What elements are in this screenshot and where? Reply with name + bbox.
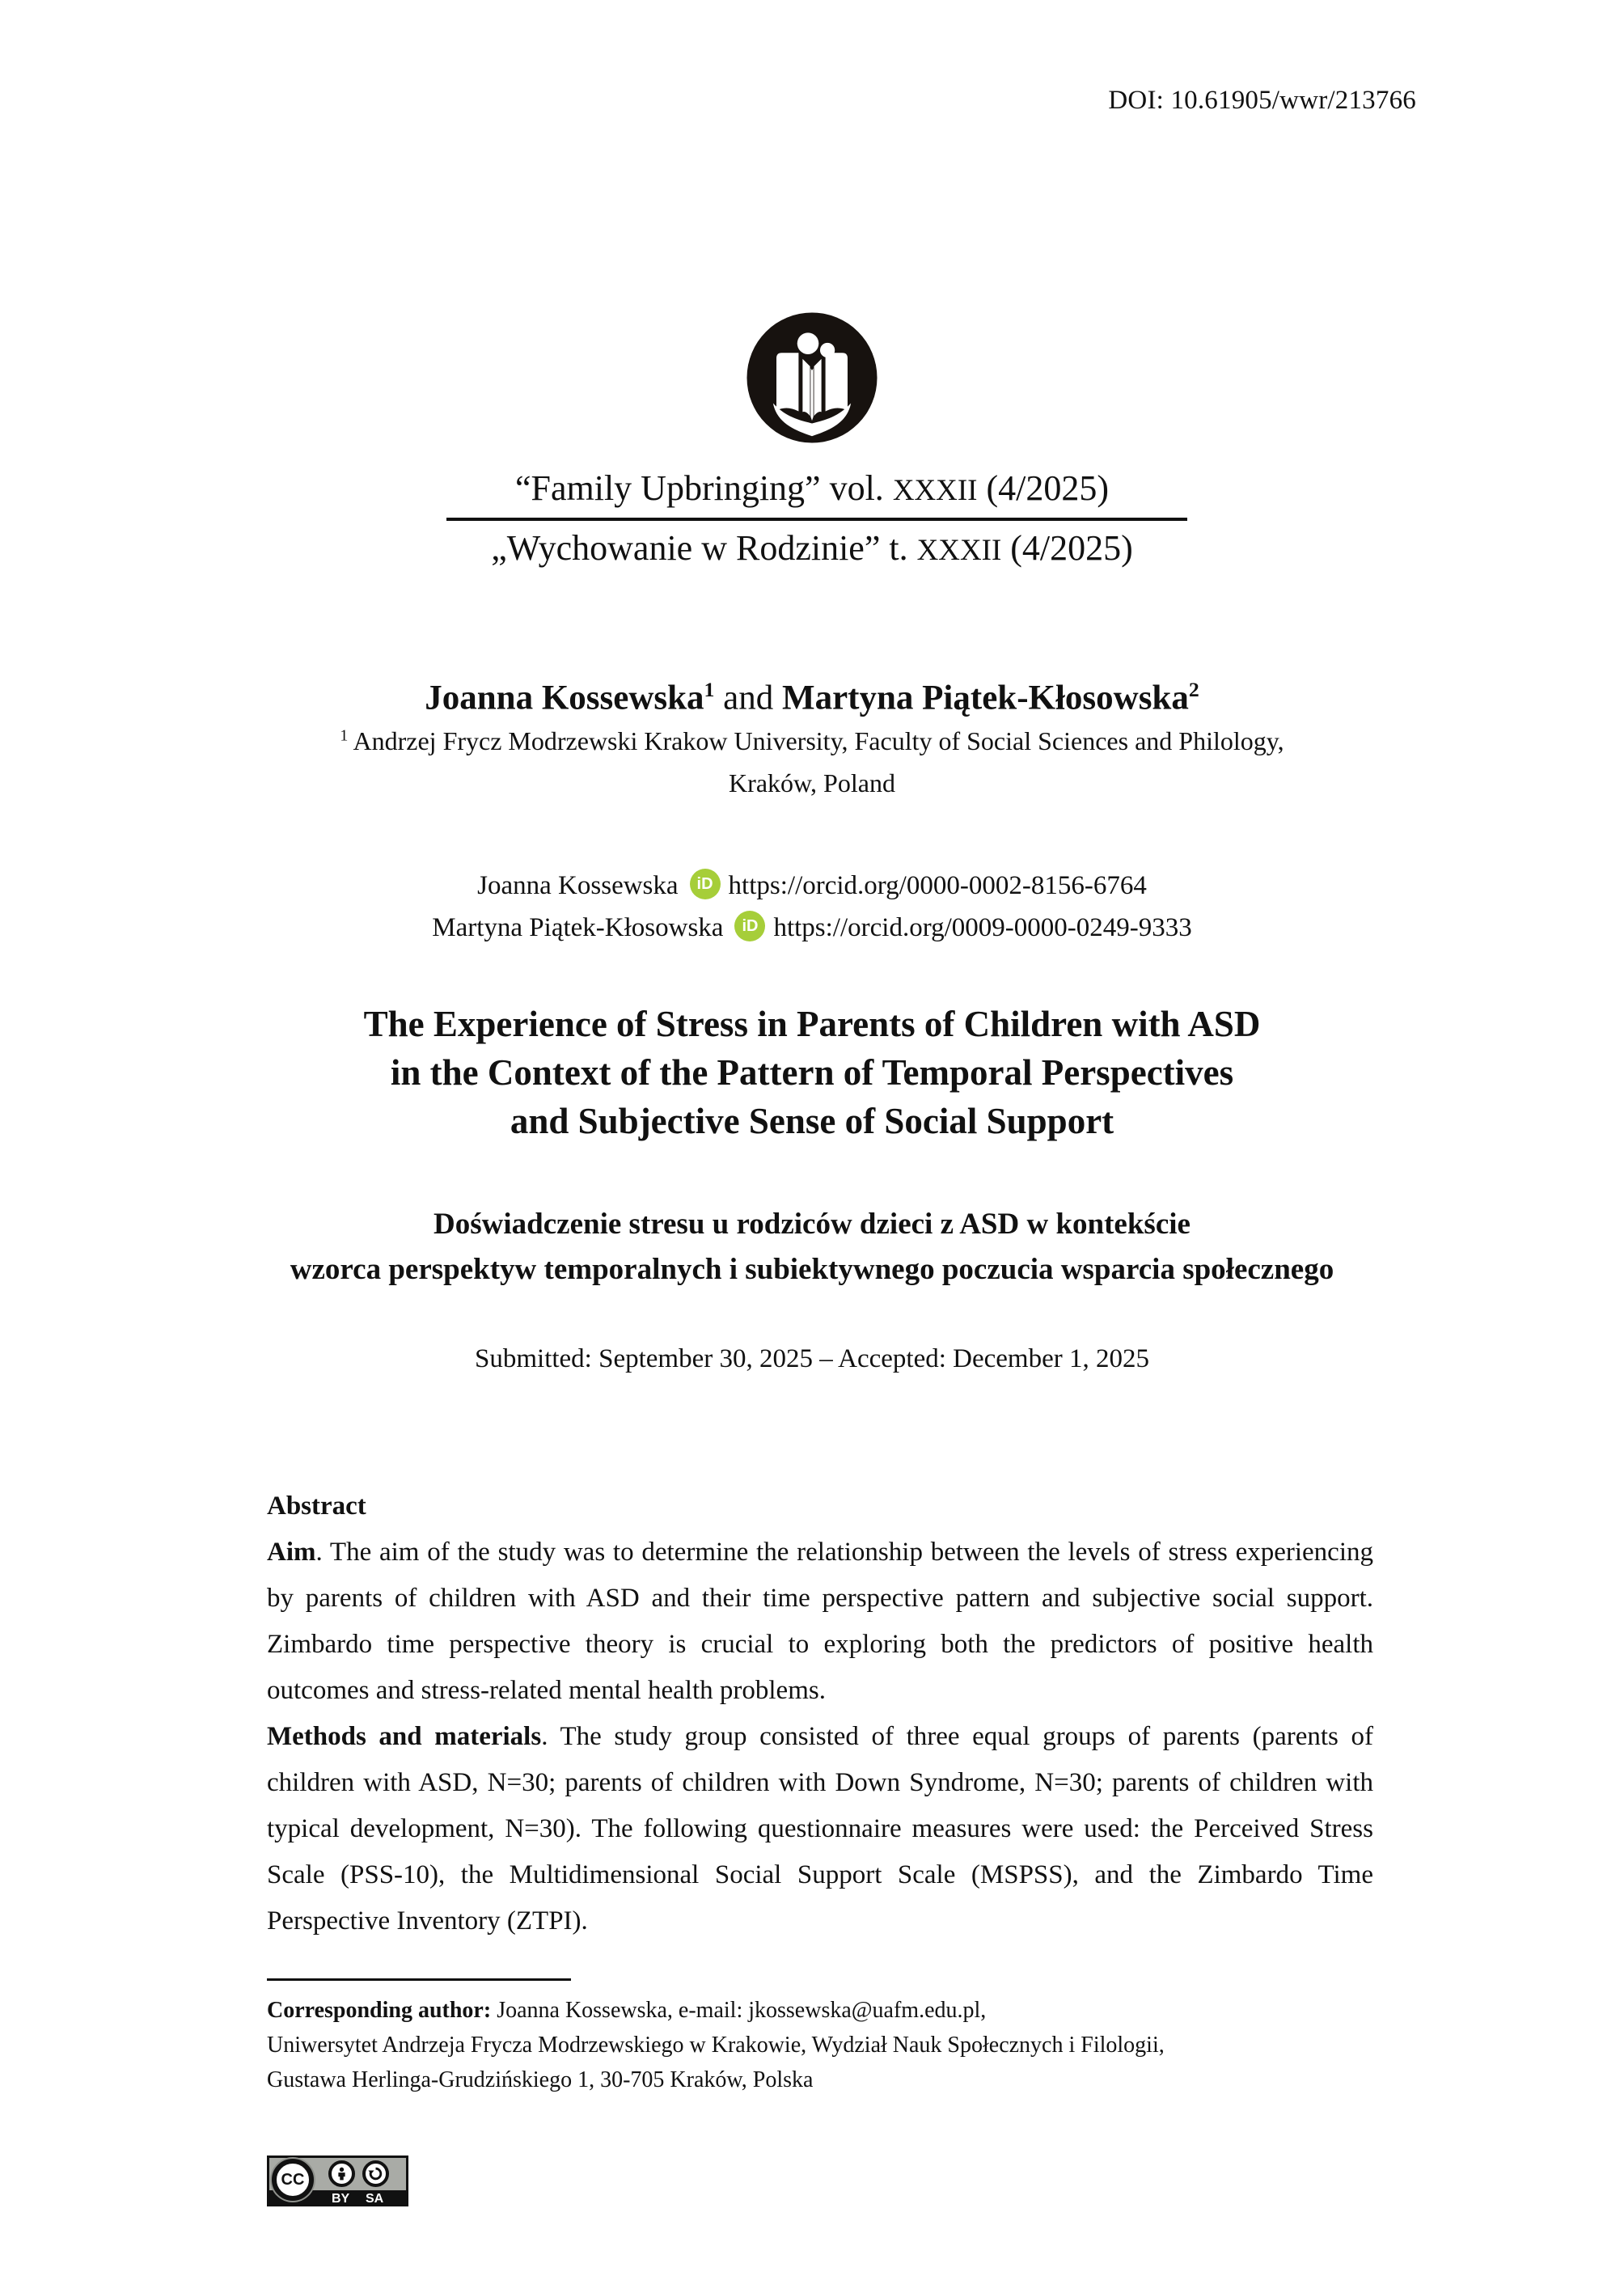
footnote-line-1: Corresponding author: Joanna Kossewska, e-mail: jkossewska@uafm.edu.pl, xyxy=(267,1998,987,2023)
cc-sa-sharealike-icon xyxy=(362,2160,389,2187)
family-book-logo-icon xyxy=(745,311,879,445)
article-title-pl-line: Doświadczenie stresu u rodziców dzieci z ASD w kontekście xyxy=(433,1208,1191,1241)
author-1-affiliation-mark: 1 xyxy=(704,678,715,701)
affiliation-mark: 1 xyxy=(340,726,349,745)
article-title-en-line: The Experience of Stress in Parents of Children with ASD xyxy=(363,1004,1261,1044)
orcid-line-author-2 xyxy=(0,911,1624,943)
volume-roman-numeral: XXXII xyxy=(916,533,1002,566)
article-title-pl xyxy=(0,1202,1624,1292)
journal-title-pl: „Wychowanie w Rodzinie” t. XXXII (4/2025) xyxy=(491,528,1133,568)
author-2-name: Martyna Piątek-Kłosowska xyxy=(782,679,1189,717)
abstract-aim-paragraph: Aim. The aim of the study was to determine the relationship between the levels of stress experiencing by parents of children with ASD and their time perspective pattern and subjective social support. Zimbardo time perspective theory is crucial to exploring both the predictors of positive health outcomes and stress-related mental health problems. xyxy=(267,1538,1373,1705)
orcid-url[interactable]: https://orcid.org/0000-0002-8156-6764 xyxy=(728,871,1147,900)
orcid-url[interactable]: https://orcid.org/0009-0000-0249-9333 xyxy=(773,913,1192,942)
orcid-author-name: Joanna Kossewska xyxy=(477,871,679,900)
abstract-methods-paragraph: Methods and materials. The study group consisted of three equal groups of parents (parents of children with ASD, N=30; parents of children with Down Syndrome, N=30; parents of children with typical development, N=30). The following questionnaire measures were used: the Perceived Stress Scale (PSS-10), the Multidimensional Social Support Scale (MSPSS), and the Zimbardo Time Perspective Inventory (ZTPI). xyxy=(267,1722,1373,1936)
orcid-line-author-1 xyxy=(0,869,1624,901)
cc-sa-label: SA xyxy=(366,2192,384,2206)
author-1-name: Joanna Kossewska xyxy=(425,679,704,717)
article-title-pl-line: wzorca perspektyw temporalnych i subiektywnego poczucia wsparcia społecznego xyxy=(290,1253,1334,1286)
author-2-affiliation-mark: 2 xyxy=(1188,678,1199,701)
footnote-line-2: Uniwersytet Andrzeja Frycza Modrzewskiego w Krakowie, Wydział Nauk Społecznych i Filologii, xyxy=(267,2033,1165,2058)
corresponding-author-label: Corresponding author: xyxy=(267,1998,492,2023)
cc-by-label: BY xyxy=(332,2192,350,2206)
cc-by-person-icon xyxy=(328,2160,355,2187)
abstract-heading: Abstract xyxy=(267,1491,366,1521)
footnote-rule xyxy=(267,1978,571,1981)
article-title-en-line: and Subjective Sense of Social Support xyxy=(510,1101,1114,1141)
orcid-icon: iD xyxy=(690,869,721,899)
abstract-section xyxy=(267,1483,1373,1944)
volume-roman-numeral: XXXII xyxy=(892,473,978,506)
cc-by-sa-license-badge[interactable] xyxy=(267,2156,408,2206)
affiliation-line-1: $^1$ Andrzej Frycz Modrzewski Krakow University, Faculty of Social Sciences and Philology, xyxy=(340,726,1284,755)
article-title-en-line: in the Context of the Pattern of Temporal Perspectives xyxy=(390,1052,1234,1093)
submission-dates: Submitted: September 30, 2025 – Accepted: December 1, 2025 xyxy=(475,1344,1149,1373)
affiliation-line-2: Kraków, Poland xyxy=(729,768,895,797)
journal-logo xyxy=(745,311,879,445)
article-title-en xyxy=(0,1000,1624,1145)
methods-label: Methods and materials xyxy=(267,1722,542,1751)
orcid-icon: iD xyxy=(734,911,765,941)
journal-title-divider xyxy=(446,518,1187,521)
doi-text: DOI: 10.61905/wwr/213766 xyxy=(1108,86,1416,115)
cc-logo-icon: CC xyxy=(272,2159,314,2201)
footnote-line-3: Gustawa Herlinga-Grudzińskiego 1, 30-705 Kraków, Polska xyxy=(267,2067,814,2092)
orcid-author-name: Martyna Piątek-Kłosowska xyxy=(432,913,724,942)
aim-label: Aim xyxy=(267,1538,316,1567)
journal-title-en: “Family Upbringing” vol. XXXII (4/2025) xyxy=(514,468,1110,508)
corresponding-author-footnote xyxy=(267,1993,1373,2097)
authors-line: Joanna Kossewska$^1$ and Martyna Piątek-Kłosowska$^2$ xyxy=(425,678,1199,717)
